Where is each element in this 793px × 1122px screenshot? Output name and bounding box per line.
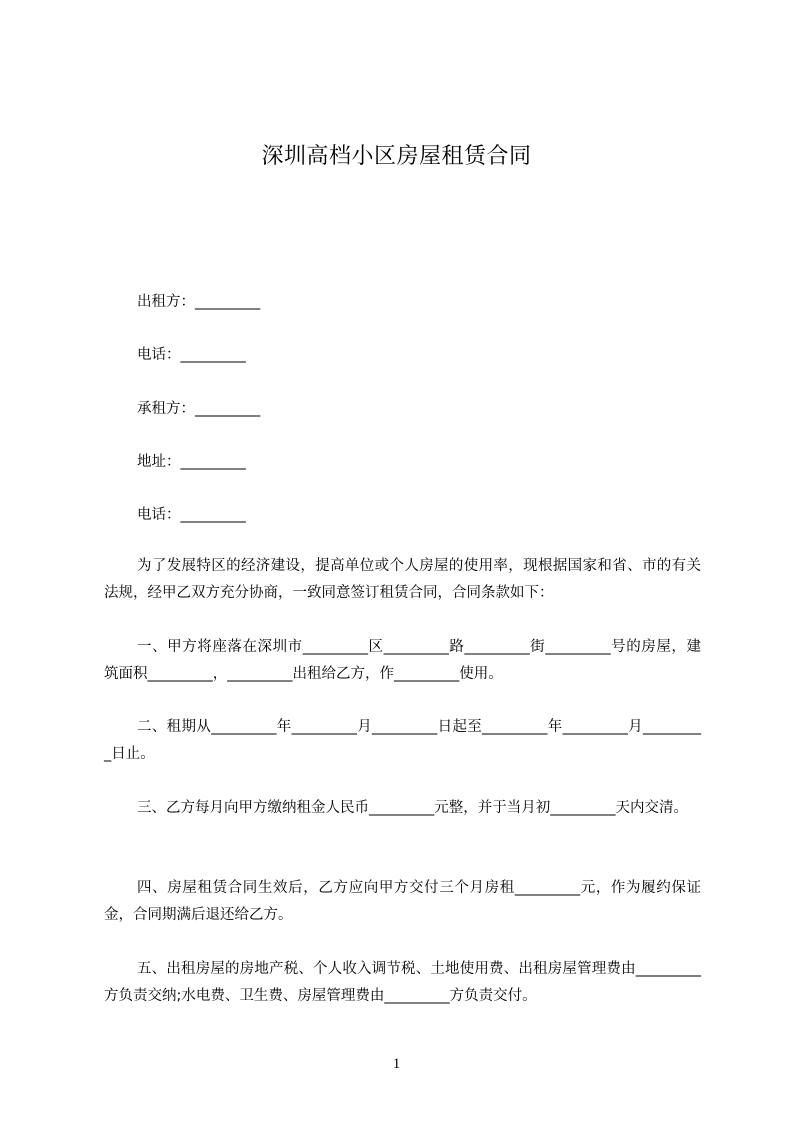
clause-2-paragraph: 二、租期从_________年_________月_________日起至_________年_________月_________日止。 — [104, 719, 701, 762]
lessee-phone-field: 电话：_________ — [137, 507, 246, 523]
lessee-address-field: 地址：_________ — [137, 454, 246, 470]
page-number: 1 — [392, 1056, 401, 1072]
document-title: 深圳高档小区房屋租赁合同 — [261, 144, 532, 169]
lessor-phone-field: 电话：_________ — [137, 347, 246, 363]
clause-5-paragraph: 五、出租房屋的房地产税、个人收入调节税、土地使用费、出租房屋管理费由_________方负责交纳;水电费、卫生费、房屋管理费由_________方负责交付。 — [104, 961, 701, 1004]
lessor-field: 出租方：_________ — [137, 294, 261, 310]
clause-4-paragraph: 四、房屋租赁合同生效后，乙方应向甲方交付三个月房租_________元，作为履约保证金，合同期满后退还给乙方。 — [104, 880, 701, 923]
lessee-field: 承租方：_________ — [137, 401, 261, 417]
clause-3-paragraph: 三、乙方每月向甲方缴纳租金人民币_________元整，并于当月初_________天内交清。 — [137, 800, 688, 816]
preamble-paragraph: 为了发展特区的经济建设，提高单位或个人房屋的使用率，现根据国家和省、市的有关法规，经甲乙双方充分协商，一致同意签订租赁合同，合同条款如下： — [104, 558, 701, 601]
clause-1-paragraph: 一、甲方将座落在深圳市_________区_________路_________街_________号的房屋，建筑面积_________，_________出租给乙方，作_________使用。 — [104, 639, 701, 682]
